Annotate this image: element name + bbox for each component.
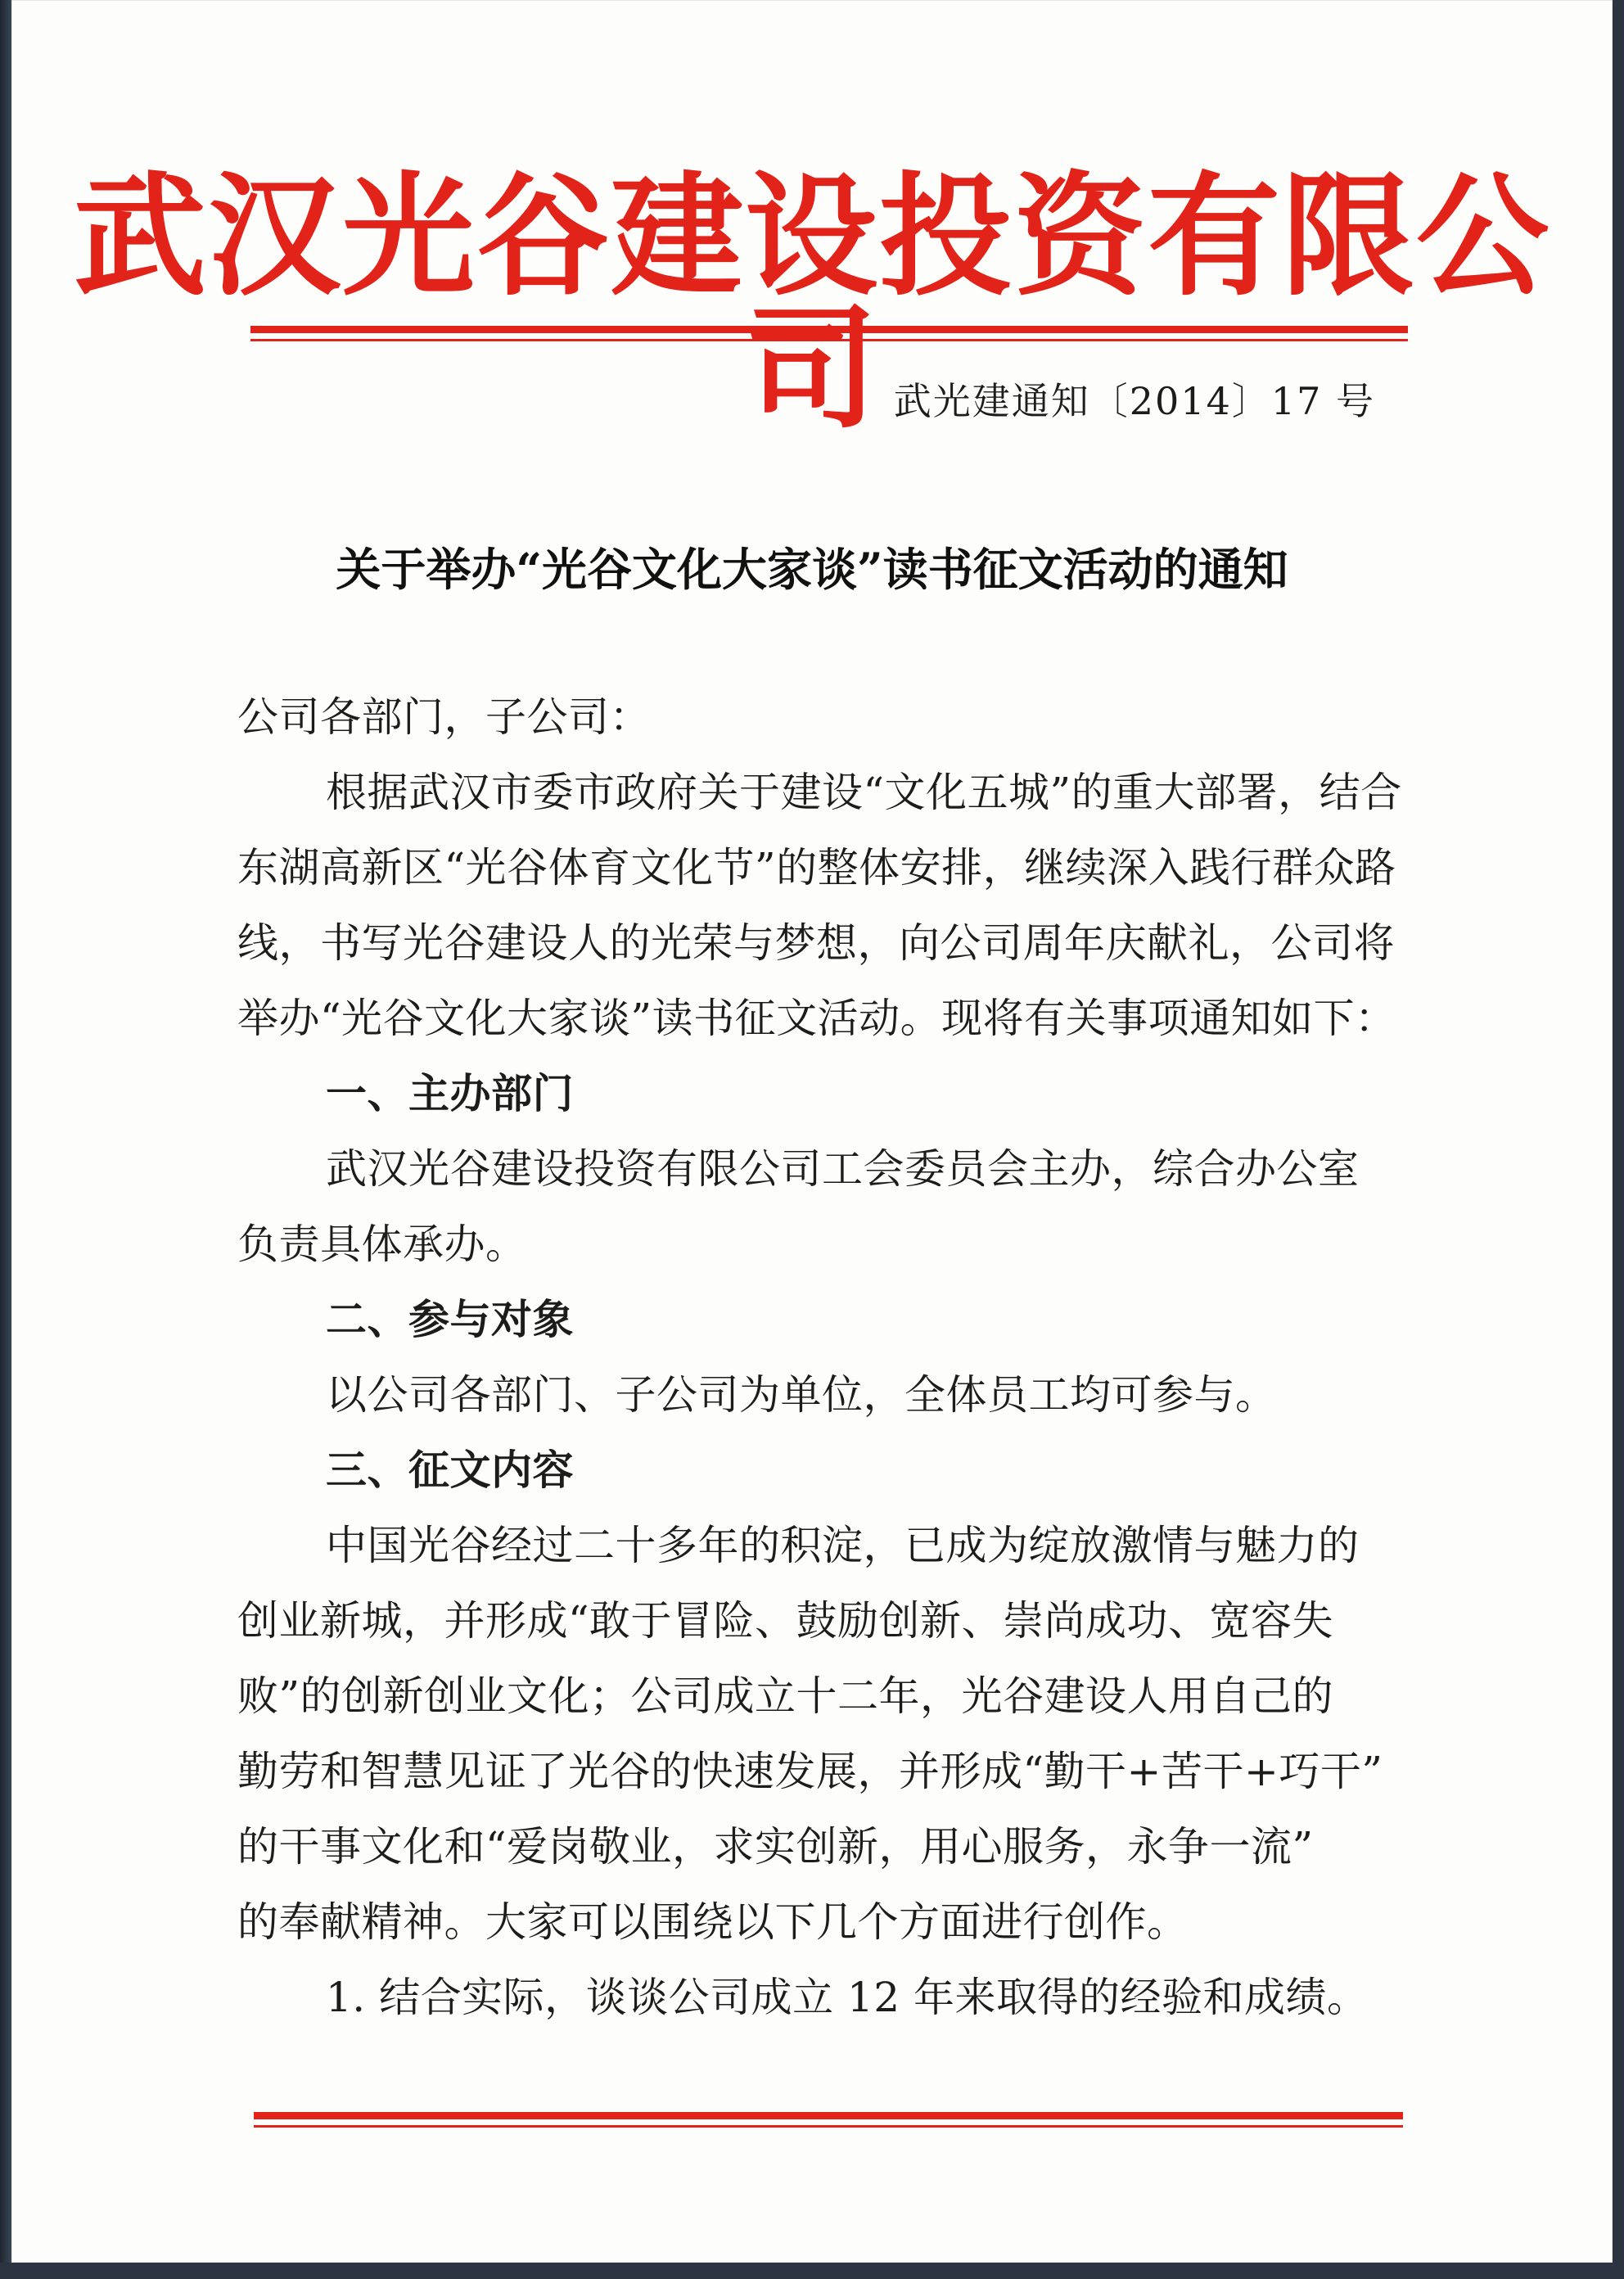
document-number: 武光建通知〔2014〕17 号: [893, 379, 1375, 423]
letterhead-rule-thin: [250, 339, 1408, 341]
notice-body: [237, 679, 1400, 2035]
scan-edge-left: [0, 0, 11, 2279]
section-line: 以公司各部门、子公司为单位，全体员工均可参与。: [326, 1371, 1277, 1419]
section-line: 中国光谷经过二十多年的积淀，已成为绽放激情与魅力的: [326, 1522, 1360, 1569]
document-page: [11, 0, 1613, 2263]
letterhead-company-name: 武汉光谷建设投资有限公司: [74, 159, 1550, 447]
intro-line: 根据武汉市委市政府关于建设“文化五城”的重大部署，结合: [326, 769, 1402, 816]
section-line: 武汉光谷建设投资有限公司工会委员会主办，综合办公室: [326, 1145, 1360, 1193]
section-line: 创业新城，并形成“敢于冒险、鼓励创新、崇尚成功、宽容失: [237, 1597, 1334, 1645]
letterhead-rule-thick: [250, 326, 1408, 333]
section-line: 的干事文化和“爱岗敬业，求实创新，用心服务，永争一流”: [237, 1823, 1314, 1871]
intro-line: 线，书写光谷建设人的光荣与梦想，向公司周年庆献礼，公司将: [237, 919, 1395, 967]
intro-line: 东湖高新区“光谷体育文化节”的整体安排，继续深入践行群众路: [237, 844, 1396, 891]
content-item-1: 1. 结合实际，谈谈公司成立 12 年来取得的经验和成绩。: [326, 1974, 1369, 2021]
notice-title: 关于举办“光谷文化大家谈”读书征文活动的通知: [336, 543, 1288, 596]
section-line: 负责具体承办。: [237, 1221, 527, 1268]
footer-rule-thin: [254, 2125, 1403, 2128]
section-line: 败”的创新创业文化；公司成立十二年，光谷建设人用自己的: [237, 1672, 1334, 1720]
section-heading-organizer: 一、主办部门: [326, 1070, 574, 1117]
salutation: 公司各部门，子公司：: [237, 693, 651, 741]
section-heading-content: 三、征文内容: [326, 1446, 574, 1494]
section-heading-participants: 二、参与对象: [326, 1296, 574, 1343]
footer-rule-thick: [254, 2112, 1403, 2119]
section-line: 勤劳和智慧见证了光谷的快速发展，并形成“勤干+苦干+巧干”: [237, 1748, 1383, 1795]
intro-line: 举办“光谷文化大家谈”读书征文活动。现将有关事项通知如下：: [237, 995, 1396, 1042]
scan-edge-bottom: [0, 2263, 1624, 2279]
section-line: 的奉献精神。大家可以围绕以下几个方面进行创作。: [237, 1898, 1189, 1946]
